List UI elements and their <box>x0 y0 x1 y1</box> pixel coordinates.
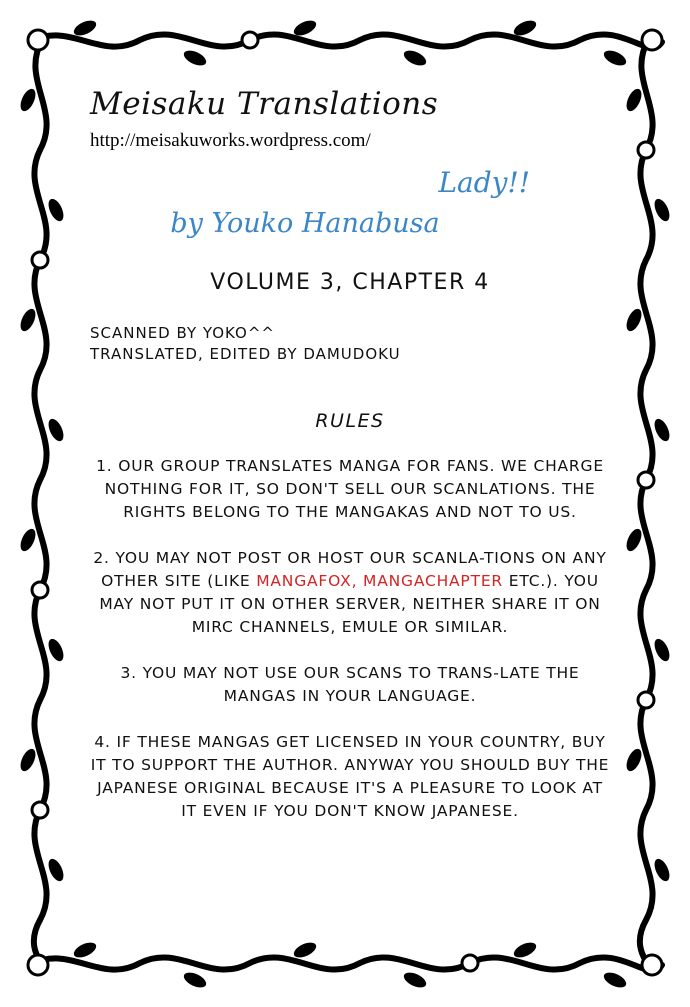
site-mangachapter: MANGACHAPTER <box>363 572 504 590</box>
credits-page <box>80 80 620 940</box>
rules-list <box>90 455 610 846</box>
scanned-by: SCANNED BY YOKO^^ <box>90 324 276 342</box>
group-name: Meisaku Translations <box>90 86 439 122</box>
group-url: http://meisakuworks.wordpress.com/ <box>90 130 371 151</box>
rule-2-text-end: ETC.). YOU MAY NOT PUT IT ON OTHER SERVER, NEITHER SHARE IT ON MIRC CHANNELS, EMULE OR SIMILAR. <box>99 572 601 636</box>
translated-by: TRANSLATED, EDITED BY DAMUDOKU <box>90 345 401 363</box>
credits-block <box>90 323 620 365</box>
site-mangafox: MANGAFOX <box>256 572 352 590</box>
rule-1: 1. OUR GROUP TRANSLATES MANGA FOR FANS. WE CHARGE NOTHING FOR IT, SO DON'T SELL OUR SCANLATIONS. THE RIGHTS BELONG TO THE MANGAKAS AND NOT TO US. <box>96 457 604 521</box>
site-separator: , <box>351 572 364 590</box>
rule-3: 3. YOU MAY NOT USE OUR SCANS TO TRANS-LATE THE MANGAS IN YOUR LANGUAGE. <box>120 664 580 705</box>
series-title: Lady!! <box>438 166 530 199</box>
rules-title: RULES <box>315 410 385 432</box>
rule-4: 4. IF THESE MANGAS GET LICENSED IN YOUR COUNTRY, BUY IT TO SUPPORT THE AUTHOR. ANYWAY YOU SHOULD BUY THE JAPANESE ORIGINAL BECAUSE IT'S A PLEASURE TO LOOK AT IT EVEN IF YOU DON'T KNOW JAPANESE. <box>90 733 610 820</box>
rule-2 <box>90 547 610 639</box>
rule-2-text-start: 2. YOU MAY NOT POST OR HOST OUR SCANLA-TIONS ON ANY OTHER SITE (LIKE <box>93 549 607 590</box>
series-author: by Youko Hanabusa <box>170 208 440 239</box>
chapter-heading: VOLUME 3, CHAPTER 4 <box>210 270 490 295</box>
